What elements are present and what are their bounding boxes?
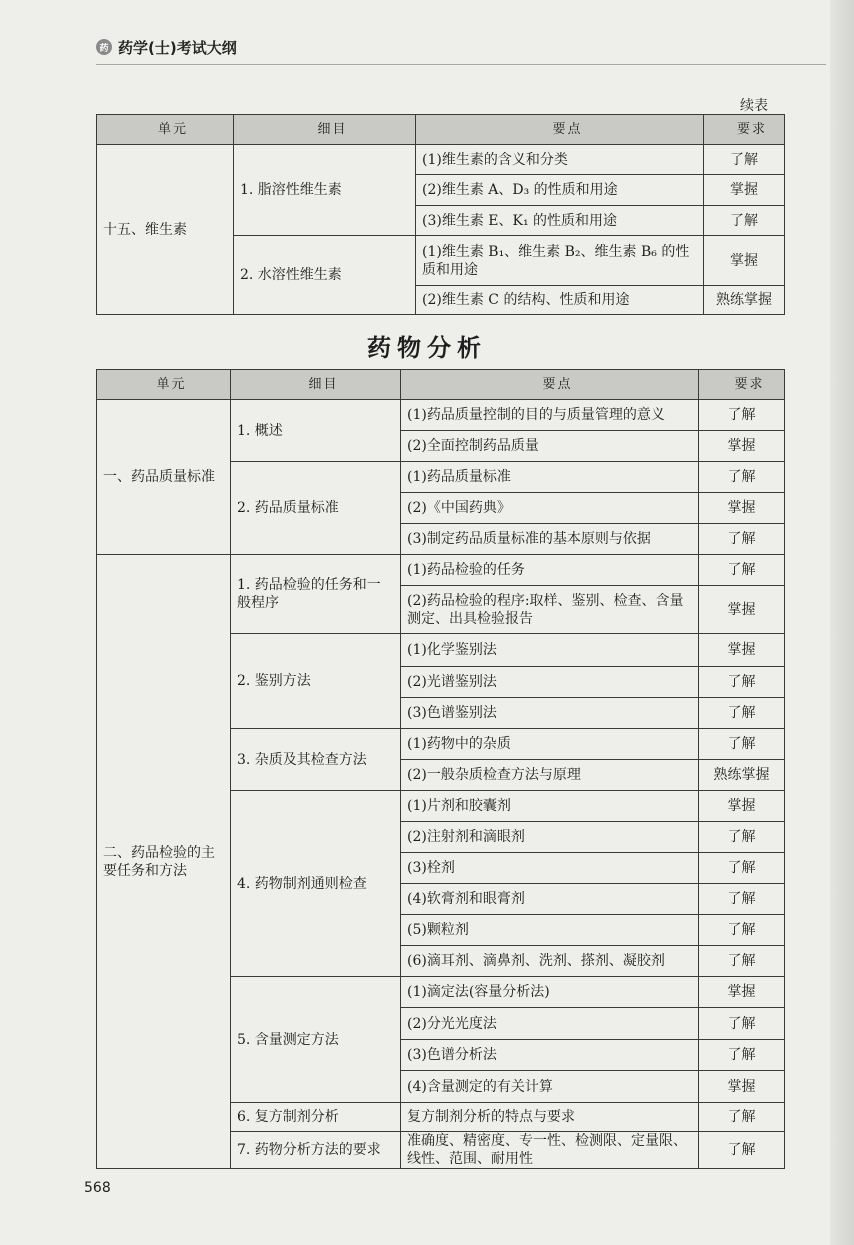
requirement-cell: 了解 bbox=[699, 853, 785, 884]
drug-analysis-outline-table bbox=[96, 369, 785, 1169]
point-cell: (1)化学鉴别法 bbox=[401, 634, 699, 667]
book-title: 药学(士)考试大纲 bbox=[118, 38, 237, 57]
point-cell: (2)光谱鉴别法 bbox=[401, 667, 699, 698]
column-header-detail: 细目 bbox=[234, 115, 416, 145]
point-cell: (6)滴耳剂、滴鼻剂、洗剂、搽剂、凝胶剂 bbox=[401, 946, 699, 977]
running-header bbox=[96, 36, 237, 58]
requirement-cell: 掌握 bbox=[699, 1071, 785, 1103]
requirement-cell: 熟练掌握 bbox=[704, 286, 785, 315]
continued-label: 续表 bbox=[740, 98, 768, 114]
requirement-cell: 了解 bbox=[699, 822, 785, 853]
table-row bbox=[97, 555, 785, 586]
requirement-cell: 掌握 bbox=[704, 236, 785, 286]
point-cell: (3)色谱分析法 bbox=[401, 1040, 699, 1071]
table-row bbox=[97, 145, 785, 175]
requirement-cell: 了解 bbox=[699, 698, 785, 729]
table-header-row bbox=[97, 370, 785, 400]
unit-cell: 二、药品检验的主要任务和方法 bbox=[97, 555, 231, 1169]
requirement-cell: 了解 bbox=[699, 555, 785, 586]
point-cell: (4)含量测定的有关计算 bbox=[401, 1071, 699, 1103]
point-cell: (3)栓剂 bbox=[401, 853, 699, 884]
detail-cell: 4. 药物制剂通则检查 bbox=[231, 791, 401, 977]
detail-cell: 5. 含量测定方法 bbox=[231, 977, 401, 1103]
point-cell: (2)一般杂质检查方法与原理 bbox=[401, 760, 699, 791]
requirement-cell: 了解 bbox=[699, 462, 785, 493]
point-cell: (1)药品质量标准 bbox=[401, 462, 699, 493]
table-row bbox=[97, 400, 785, 431]
column-header-unit: 单元 bbox=[97, 370, 231, 400]
requirement-cell: 了解 bbox=[704, 145, 785, 175]
unit-cell: 一、药品质量标准 bbox=[97, 400, 231, 555]
point-cell: (1)药品质量控制的目的与质量管理的意义 bbox=[401, 400, 699, 431]
point-cell: (1)维生素 B₁、维生素 B₂、维生素 B₆ 的性质和用途 bbox=[416, 236, 704, 286]
point-cell: (3)制定药品质量标准的基本原则与依据 bbox=[401, 524, 699, 555]
point-cell: (2)维生素 A、D₃ 的性质和用途 bbox=[416, 175, 704, 206]
detail-cell: 7. 药物分析方法的要求 bbox=[231, 1132, 401, 1169]
vitamin-outline-table bbox=[96, 114, 785, 315]
point-cell: (1)药物中的杂质 bbox=[401, 729, 699, 760]
detail-cell: 6. 复方制剂分析 bbox=[231, 1103, 401, 1132]
requirement-cell: 了解 bbox=[699, 400, 785, 431]
requirement-cell: 了解 bbox=[699, 915, 785, 946]
requirement-cell: 掌握 bbox=[699, 791, 785, 822]
requirement-cell: 熟练掌握 bbox=[699, 760, 785, 791]
point-cell: (1)药品检验的任务 bbox=[401, 555, 699, 586]
book-logo-icon: 药 bbox=[96, 39, 112, 55]
column-header-detail: 细目 bbox=[231, 370, 401, 400]
point-cell: (2)《中国药典》 bbox=[401, 493, 699, 524]
requirement-cell: 掌握 bbox=[699, 634, 785, 667]
requirement-cell: 了解 bbox=[699, 1008, 785, 1040]
requirement-cell: 了解 bbox=[699, 667, 785, 698]
requirement-cell: 掌握 bbox=[699, 977, 785, 1008]
requirement-cell: 了解 bbox=[699, 946, 785, 977]
point-cell: (5)颗粒剂 bbox=[401, 915, 699, 946]
point-cell: (2)全面控制药品质量 bbox=[401, 431, 699, 462]
point-cell: (3)色谱鉴别法 bbox=[401, 698, 699, 729]
detail-cell: 2. 水溶性维生素 bbox=[234, 236, 416, 315]
point-cell: (1)片剂和胶囊剂 bbox=[401, 791, 699, 822]
column-header-point: 要点 bbox=[416, 115, 704, 145]
column-header-unit: 单元 bbox=[97, 115, 234, 145]
point-cell: 准确度、精密度、专一性、检测限、定量限、线性、范围、耐用性 bbox=[401, 1132, 699, 1169]
section-title: 药物分析 bbox=[367, 334, 487, 362]
requirement-cell: 了解 bbox=[704, 206, 785, 236]
detail-cell: 2. 药品质量标准 bbox=[231, 462, 401, 555]
page-number: 568 bbox=[84, 1180, 111, 1196]
detail-cell: 1. 药品检验的任务和一般程序 bbox=[231, 555, 401, 634]
point-cell: (2)分光光度法 bbox=[401, 1008, 699, 1040]
requirement-cell: 了解 bbox=[699, 884, 785, 915]
requirement-cell: 掌握 bbox=[699, 493, 785, 524]
column-header-point: 要点 bbox=[401, 370, 699, 400]
point-cell: 复方制剂分析的特点与要求 bbox=[401, 1103, 699, 1132]
requirement-cell: 了解 bbox=[699, 1103, 785, 1132]
requirement-cell: 了解 bbox=[699, 524, 785, 555]
point-cell: (1)滴定法(容量分析法) bbox=[401, 977, 699, 1008]
detail-cell: 2. 鉴别方法 bbox=[231, 634, 401, 729]
detail-cell: 3. 杂质及其检查方法 bbox=[231, 729, 401, 791]
column-header-requirement: 要求 bbox=[704, 115, 785, 145]
point-cell: (1)维生素的含义和分类 bbox=[416, 145, 704, 175]
detail-cell: 1. 概述 bbox=[231, 400, 401, 462]
detail-cell: 1. 脂溶性维生素 bbox=[234, 145, 416, 236]
page-edge-shadow bbox=[830, 0, 854, 1245]
requirement-cell: 了解 bbox=[699, 1040, 785, 1071]
point-cell: (2)注射剂和滴眼剂 bbox=[401, 822, 699, 853]
point-cell: (2)维生素 C 的结构、性质和用途 bbox=[416, 286, 704, 315]
requirement-cell: 了解 bbox=[699, 729, 785, 760]
column-header-requirement: 要求 bbox=[699, 370, 785, 400]
requirement-cell: 掌握 bbox=[699, 431, 785, 462]
point-cell: (3)维生素 E、K₁ 的性质和用途 bbox=[416, 206, 704, 236]
table-header-row bbox=[97, 115, 785, 145]
requirement-cell: 掌握 bbox=[699, 586, 785, 634]
unit-cell: 十五、维生素 bbox=[97, 145, 234, 315]
requirement-cell: 掌握 bbox=[704, 175, 785, 206]
point-cell: (2)药品检验的程序:取样、鉴别、检查、含量测定、出具检验报告 bbox=[401, 586, 699, 634]
requirement-cell: 了解 bbox=[699, 1132, 785, 1169]
header-rule bbox=[96, 64, 826, 65]
point-cell: (4)软膏剂和眼膏剂 bbox=[401, 884, 699, 915]
